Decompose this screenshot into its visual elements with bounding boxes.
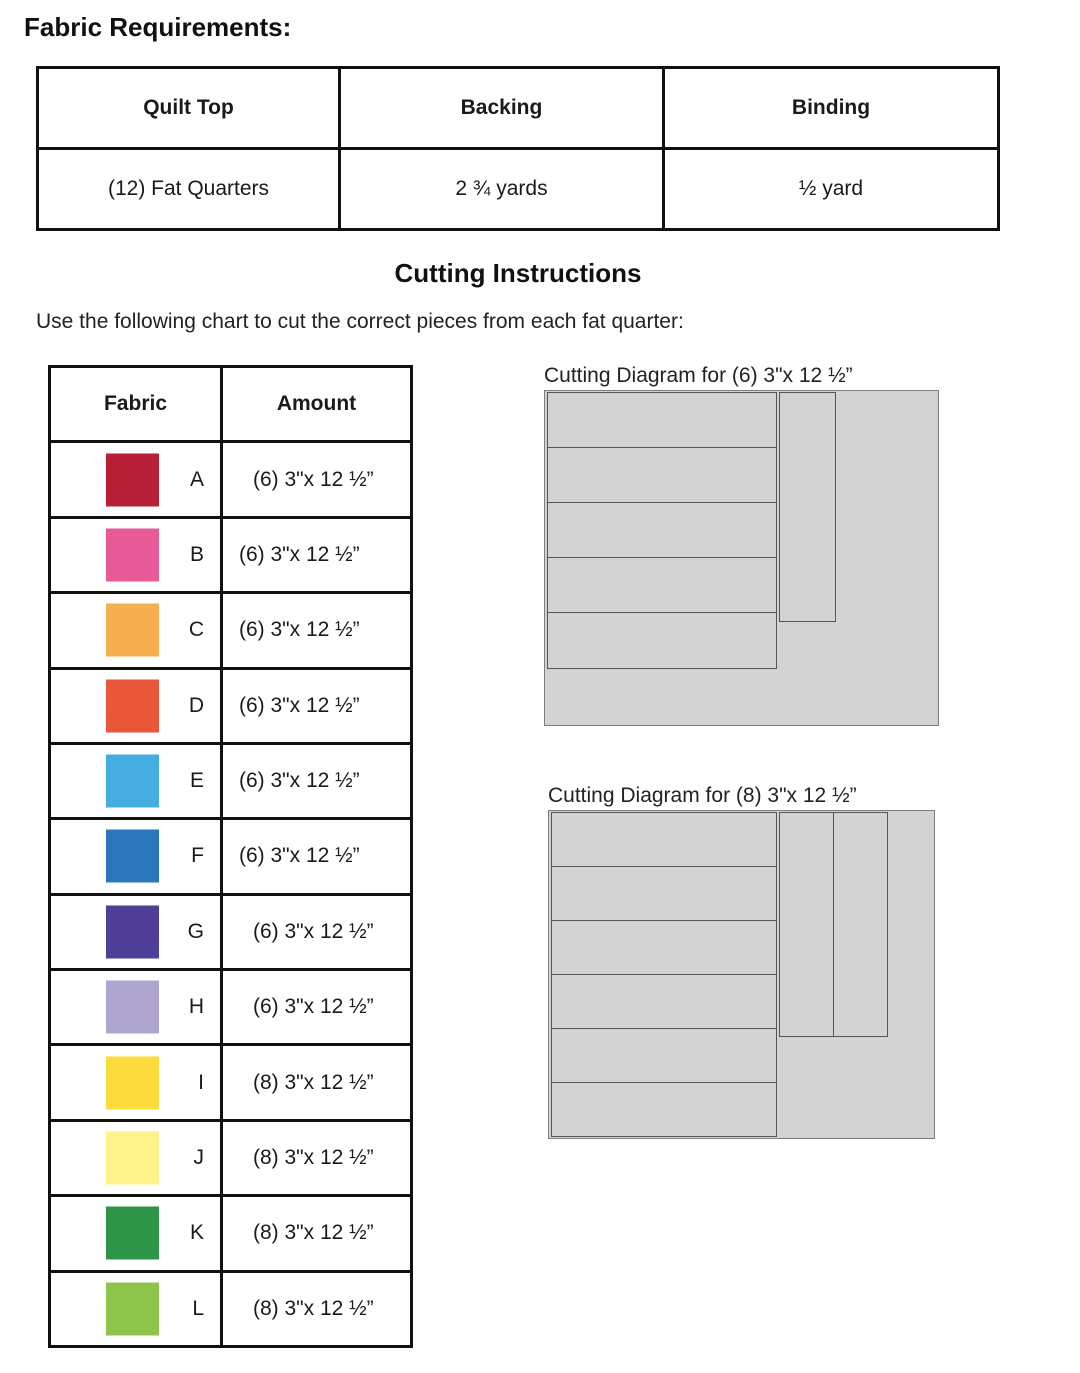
fabric-swatch [106, 830, 159, 883]
diagram-1-strip-vertical [779, 392, 836, 622]
amount-cell: (8) 3"x 12 ½” [222, 1120, 412, 1195]
chart-row [50, 517, 412, 592]
chart-row [50, 970, 412, 1045]
fabric-swatch [106, 528, 159, 581]
chart-row [50, 894, 412, 969]
diagram-1-strip [547, 557, 777, 613]
fabric-letter: C [188, 618, 204, 642]
chart-row [50, 668, 412, 743]
fabric-swatch [106, 453, 159, 506]
fabric-letter: J [193, 1145, 204, 1169]
fabric-letter: L [192, 1296, 204, 1320]
header-fabric: Fabric [50, 367, 222, 442]
fabric-cell [50, 1271, 222, 1347]
amount-cell: (6) 3"x 12 ½” [222, 593, 412, 668]
chart-row [50, 1120, 412, 1195]
diagram-2-caption: Cutting Diagram for (8) 3"x 12 ½” [548, 784, 857, 807]
amount-cell: (8) 3"x 12 ½” [222, 1045, 412, 1120]
fabric-cell [50, 442, 222, 517]
fabric-swatch [106, 905, 159, 958]
fabric-letter: K [189, 1221, 204, 1245]
fabric-swatch [106, 1207, 159, 1260]
amount-cell: (6) 3"x 12 ½” [222, 970, 412, 1045]
header-amount: Amount [222, 367, 412, 442]
diagram-2-strip-vertical [779, 812, 834, 1037]
amount-cell: (6) 3"x 12 ½” [222, 517, 412, 592]
cutting-chart-table [48, 365, 413, 1348]
diagram-2-strip [551, 812, 777, 867]
chart-row [50, 1045, 412, 1120]
page-heading: Fabric Requirements: [24, 12, 292, 42]
diagram-2-strip [551, 866, 777, 921]
fabric-letter: H [188, 995, 204, 1019]
header-backing: Backing [340, 68, 664, 149]
fabric-swatch [106, 1131, 159, 1184]
fabric-swatch [106, 1056, 159, 1109]
cutting-instructions-title: Cutting Instructions [394, 258, 642, 288]
diagram-1-strip [547, 502, 777, 558]
diagram-2-strip [551, 974, 777, 1029]
fabric-requirements-table [36, 66, 1000, 231]
fabric-swatch [106, 604, 159, 657]
amount-cell: (6) 3"x 12 ½” [222, 743, 412, 818]
amount-cell: (6) 3"x 12 ½” [222, 894, 412, 969]
diagram-2-fat-quarter [548, 810, 935, 1139]
amount-cell: (6) 3"x 12 ½” [222, 668, 412, 743]
chart-row [50, 819, 412, 894]
intro-text: Use the following chart to cut the correct pieces from each fat quarter: [36, 310, 684, 333]
diagram-2-strip-vertical [833, 812, 888, 1037]
chart-row [50, 593, 412, 668]
chart-row [50, 1196, 412, 1271]
fabric-cell [50, 894, 222, 969]
fabric-swatch [106, 755, 159, 808]
fabric-swatch [106, 679, 159, 732]
diagram-1-strip [547, 612, 777, 669]
fabric-swatch [106, 1282, 159, 1335]
diagram-2-strip [551, 920, 777, 975]
fabric-letter: I [198, 1070, 204, 1094]
amount-cell: (8) 3"x 12 ½” [222, 1271, 412, 1347]
fabric-cell [50, 819, 222, 894]
fabric-cell [50, 1196, 222, 1271]
diagram-1-strip [547, 392, 777, 448]
fabric-letter: B [189, 542, 204, 566]
value-binding: ½ yard [664, 149, 999, 230]
chart-row [50, 442, 412, 517]
header-quilt-top: Quilt Top [38, 68, 340, 149]
fabric-cell [50, 1120, 222, 1195]
fabric-cell [50, 970, 222, 1045]
header-binding: Binding [664, 68, 999, 149]
diagram-1-strip [547, 447, 777, 503]
fabric-cell [50, 593, 222, 668]
fabric-swatch [106, 981, 159, 1034]
diagram-1-caption: Cutting Diagram for (6) 3"x 12 ½” [544, 364, 853, 387]
amount-cell: (8) 3"x 12 ½” [222, 1196, 412, 1271]
fabric-letter: D [188, 693, 204, 717]
amount-cell: (6) 3"x 12 ½” [222, 819, 412, 894]
fabric-cell [50, 743, 222, 818]
diagram-2-strip [551, 1028, 777, 1083]
fabric-letter: G [187, 919, 204, 943]
fabric-letter: A [189, 467, 204, 491]
fabric-cell [50, 668, 222, 743]
fabric-cell [50, 517, 222, 592]
value-backing: 2 ¾ yards [340, 149, 664, 230]
fabric-cell [50, 1045, 222, 1120]
diagram-2-strip [551, 1082, 777, 1137]
diagram-1-fat-quarter [544, 390, 939, 726]
chart-row [50, 1271, 412, 1347]
chart-row [50, 743, 412, 818]
value-quilt-top: (12) Fat Quarters [38, 149, 340, 230]
amount-cell: (6) 3"x 12 ½” [222, 442, 412, 517]
fabric-letter: F [191, 844, 204, 868]
fabric-letter: E [189, 769, 204, 793]
